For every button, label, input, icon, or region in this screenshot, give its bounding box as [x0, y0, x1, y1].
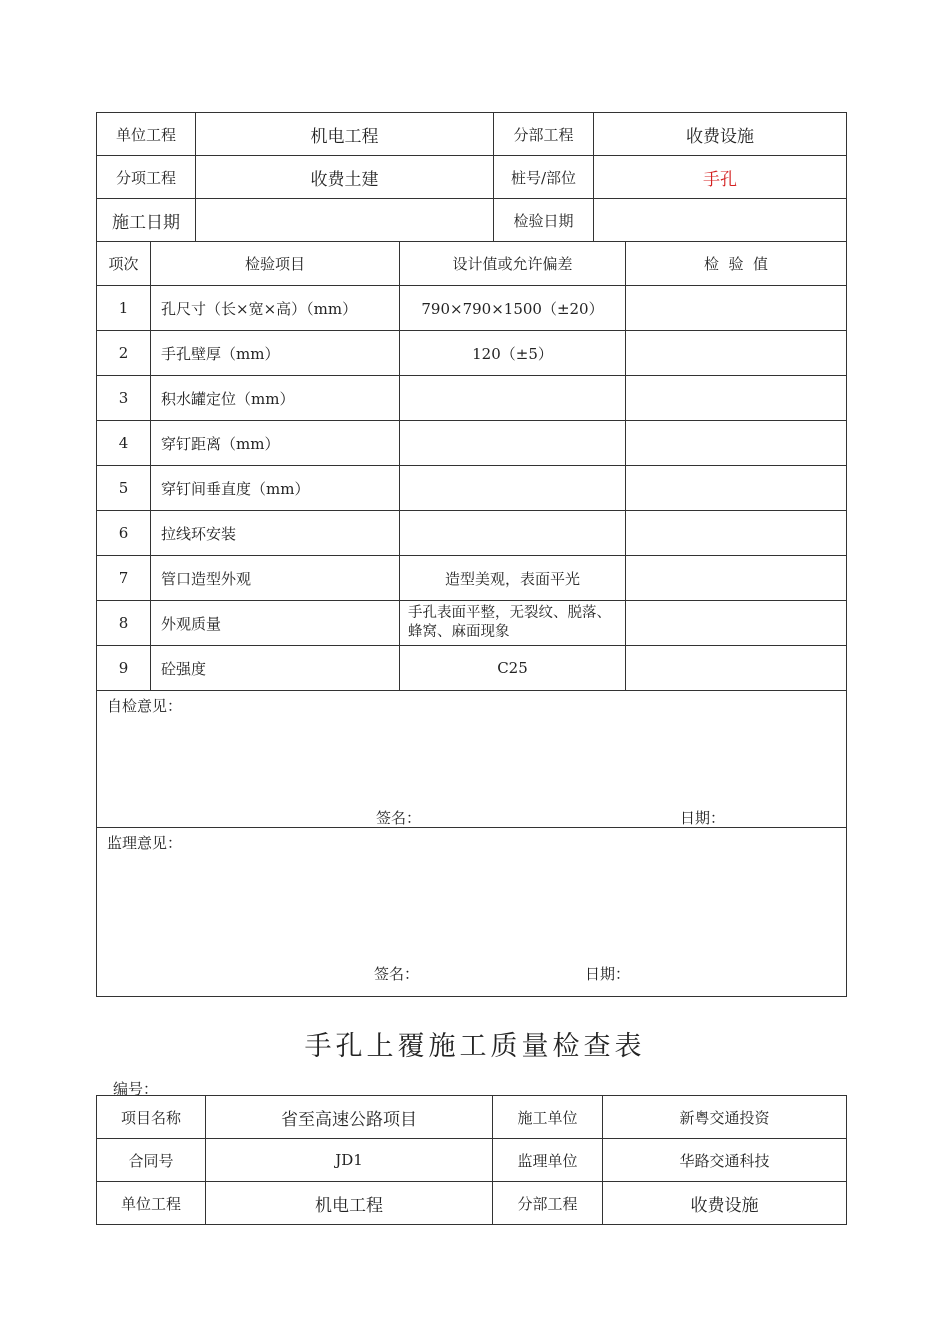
contract-no-value: JD1	[206, 1139, 493, 1182]
row-item: 穿钉距离（mm）	[151, 421, 400, 466]
contractor-label: 施工单位	[493, 1096, 603, 1139]
row-value	[626, 331, 847, 376]
form2-title: 手孔上覆施工质量检查表	[304, 1031, 646, 1062]
row-no: 8	[97, 601, 151, 646]
supervision-sign-label: 签名：	[374, 965, 420, 983]
supervisor-value: 华路交通科技	[603, 1139, 847, 1182]
subitem-value: 收费土建	[196, 156, 494, 199]
build-date-label: 施工日期	[97, 199, 196, 242]
table-row	[97, 646, 847, 691]
table-row	[97, 466, 847, 511]
table-row	[97, 556, 847, 601]
row-item: 砼强度	[151, 646, 400, 691]
row-design: 120（±5）	[400, 331, 626, 376]
table-row	[97, 601, 847, 646]
table-row	[97, 421, 847, 466]
supervision-date-label: 日期：	[585, 965, 631, 983]
table-row	[97, 286, 847, 331]
self-check-label: 自检意见：	[107, 697, 183, 715]
row-no: 7	[97, 556, 151, 601]
inspect-date-value	[594, 199, 847, 242]
supervisor-label: 监理单位	[493, 1139, 603, 1182]
row-item: 孔尺寸（长×宽×高）（mm）	[151, 286, 400, 331]
supervision-box[interactable]	[97, 828, 847, 997]
table-row	[97, 331, 847, 376]
row-value	[626, 376, 847, 421]
col-no-header: 项次	[97, 242, 151, 286]
self-check-box[interactable]	[97, 691, 847, 828]
subitem-label: 分项工程	[97, 156, 196, 199]
row-item: 穿钉间垂直度（mm）	[151, 466, 400, 511]
row-value	[626, 466, 847, 511]
division-value: 收费设施	[594, 113, 847, 156]
self-check-date-label: 日期：	[680, 809, 726, 827]
form1-header-table	[96, 112, 847, 242]
row-item: 拉线环安装	[151, 511, 400, 556]
supervision-label: 监理意见：	[107, 834, 183, 852]
form2-unit-project-label: 单位工程	[97, 1182, 206, 1225]
unit-project-value: 机电工程	[196, 113, 494, 156]
row-no: 9	[97, 646, 151, 691]
row-value	[626, 646, 847, 691]
row-design	[400, 511, 626, 556]
row-value	[626, 286, 847, 331]
project-name-label: 项目名称	[97, 1096, 206, 1139]
division-label: 分部工程	[494, 113, 594, 156]
col-design-header: 设计值或允许偏差	[400, 242, 626, 286]
row-design	[400, 421, 626, 466]
row-design: 手孔表面平整，无裂纹、脱落、蜂窝、麻面现象	[400, 601, 626, 646]
row-no: 6	[97, 511, 151, 556]
row-value	[626, 421, 847, 466]
row-design	[400, 376, 626, 421]
row-value	[626, 511, 847, 556]
code-label: 编号：	[113, 1080, 159, 1098]
inspect-date-label: 检验日期	[494, 199, 594, 242]
row-design	[400, 466, 626, 511]
contract-no-label: 合同号	[97, 1139, 206, 1182]
build-date-value	[196, 199, 494, 242]
row-design: C25	[400, 646, 626, 691]
self-check-sign-label: 签名：	[376, 809, 422, 827]
inspection-header-row	[97, 242, 847, 286]
project-name-value: 省至高速公路项目	[206, 1096, 493, 1139]
form2-unit-project-value: 机电工程	[206, 1182, 493, 1225]
row-no: 1	[97, 286, 151, 331]
contractor-value: 新粤交通投资	[603, 1096, 847, 1139]
row-value	[626, 601, 847, 646]
inspection-table	[96, 241, 847, 997]
table-row	[97, 511, 847, 556]
row-item: 积水罐定位（mm）	[151, 376, 400, 421]
row-no: 4	[97, 421, 151, 466]
form2-division-value: 收费设施	[603, 1182, 847, 1225]
form2-header-table	[96, 1095, 847, 1225]
row-item: 管口造型外观	[151, 556, 400, 601]
col-value-header: 检 验 值	[626, 242, 847, 286]
unit-project-label: 单位工程	[97, 113, 196, 156]
row-no: 2	[97, 331, 151, 376]
row-design: 造型美观，表面平光	[400, 556, 626, 601]
row-value	[626, 556, 847, 601]
station-value: 手孔	[594, 156, 847, 199]
station-label: 桩号/部位	[494, 156, 594, 199]
row-item: 外观质量	[151, 601, 400, 646]
row-item: 手孔壁厚（mm）	[151, 331, 400, 376]
row-design: 790×790×1500（±20）	[400, 286, 626, 331]
row-no: 5	[97, 466, 151, 511]
form2-division-label: 分部工程	[493, 1182, 603, 1225]
row-no: 3	[97, 376, 151, 421]
col-item-header: 检验项目	[151, 242, 400, 286]
table-row	[97, 376, 847, 421]
